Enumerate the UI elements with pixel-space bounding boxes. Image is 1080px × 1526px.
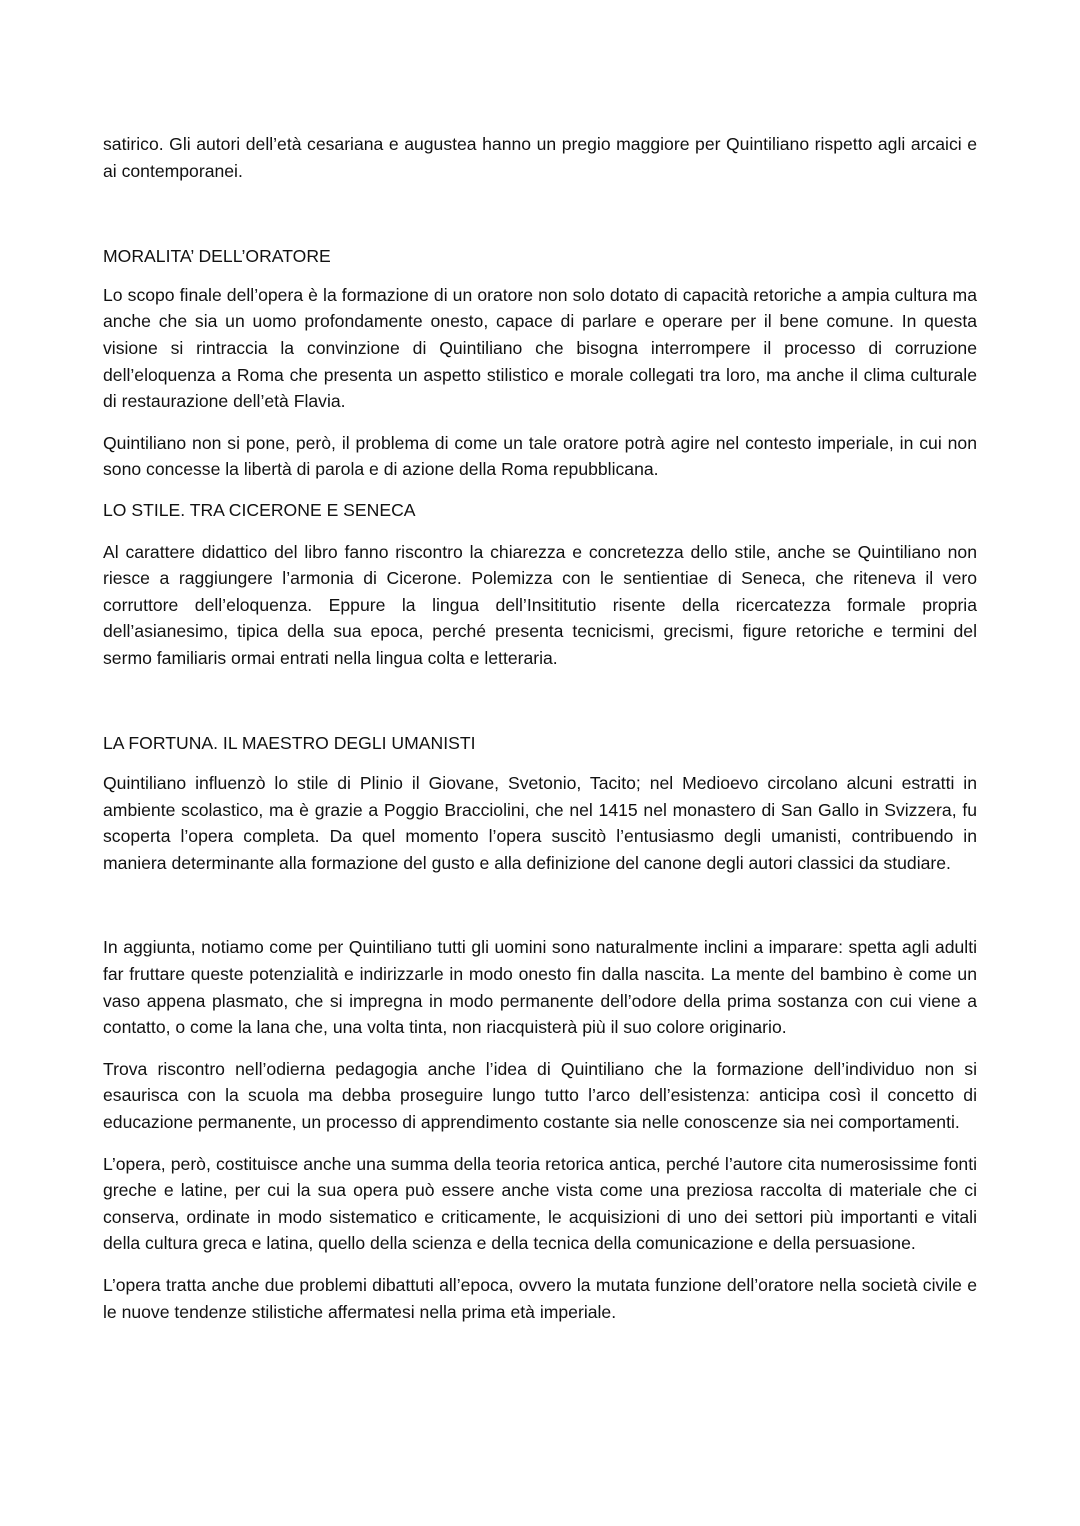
style-paragraph-1: Al carattere didattico del libro fanno riscontro la chiarezza e concretezza dello stile, anche se Quintiliano non riesce a raggiungere l’armonia di Cicerone. Polemizza con le sentientiae di Seneca, che riteneva il vero corruttore dell’eloquenza. Eppure la lingua dell’Insititutio risente della ricercatezza formale propria dell’asianesimo, tipica della sua epoca, perché presenta tecnicismi, grecismi, figure retoriche e termini del sermo familiaris ormai entrati nella lingua colta e letteraria. (103, 541, 977, 668)
heading-fortune: LA FORTUNA. IL MAESTRO DEGLI UMANISTI (103, 732, 476, 753)
morality-paragraph-1: Lo scopo finale dell’opera è la formazione di un oratore non solo dotato di capacità retoriche a ampia cultura ma anche che sia un uomo profondamente onesto, capace di parlare e operare per il bene comune. In questa visione si rintraccia la convinzione di Quintiliano che bisogna interrompere il processo di corruzione dell’eloquenza a Roma che presenta un aspetto stilistico e morale collegati tra loro, ma anche il clima culturale di restaurazione dell’età Flavia. (103, 284, 977, 412)
document-page (103, 131, 977, 1325)
fortune-paragraph-1: Quintiliano influenzò lo stile di Plinio il Giovane, Svetonio, Tacito; nel Medioevo circolano alcuni estratti in ambiente scolastico, ma è grazie a Poggio Bracciolini, che nel 1415 nel monastero di San Gallo in Svizzera, fu scoperta l’opera completa. Da quel momento l’opera suscitò l’entusiasmo degli umanisti, contribuendo in maniera determinante alla formazione del gusto e alla definizione del canone degli autori classici da studiare. (103, 773, 977, 873)
closing-paragraph-2: Trova riscontro nell’odierna pedagogia anche l’idea di Quintiliano che la formazione dell’individuo non si esaurisca con la scuola ma debba proseguire lungo tutto l’arco dell’esistenza: anticipa così il concetto di educazione permanente, un processo di apprendimento costante sia nelle conoscenze sia nei comportamenti. (103, 1058, 977, 1133)
closing-paragraph-1: In aggiunta, notiamo come per Quintiliano tutti gli uomini sono naturalmente inclini a imparare: spetta agli adulti far fruttare queste potenzialità e indirizzarle in modo onesto fin dalla nascita. La mente del bambino è come un vaso appena plasmato, che si impregna in modo permanente dell’odore della prima sostanza con cui viene a contatto, o come la lana che, una volta tinta, non riacquisterà più il suo colore originario. (103, 937, 977, 1038)
closing-paragraph-4: L’opera tratta anche due problemi dibattuti all’epoca, ovvero la mutata funzione dell’oratore nella società civile e le nuove tendenze stilistiche affermatesi nella prima età imperiale. (103, 1275, 977, 1322)
heading-morality: MORALITA’ DELL’ORATORE (103, 246, 331, 267)
intro-continuation-paragraph: satirico. Gli autori dell’età cesariana e augustea hanno un pregio maggiore per Quintiliano rispetto agli arcaici e ai contemporanei. (103, 134, 977, 181)
morality-paragraph-2: Quintiliano non si pone, però, il problema di come un tale oratore potrà agire nel contesto imperiale, in cui non sono concesse la libertà di parola e di azione della Roma repubblicana. (103, 432, 977, 480)
heading-style: LO STILE. TRA CICERONE E SENECA (103, 499, 416, 520)
closing-paragraph-3: L’opera, però, costituisce anche una summa della teoria retorica antica, perché l’autore cita numerosissime fonti greche e latine, per cui la sua opera può essere anche vista come una preziosa raccolta di materiale che ci conserva, ordinate in modo sistematico e criticamente, le acquisizioni di uno dei settori più importanti e vitali della cultura greca e latina, quello della scienza e della tecnica della comunicazione e della persuasione. (103, 1153, 977, 1254)
